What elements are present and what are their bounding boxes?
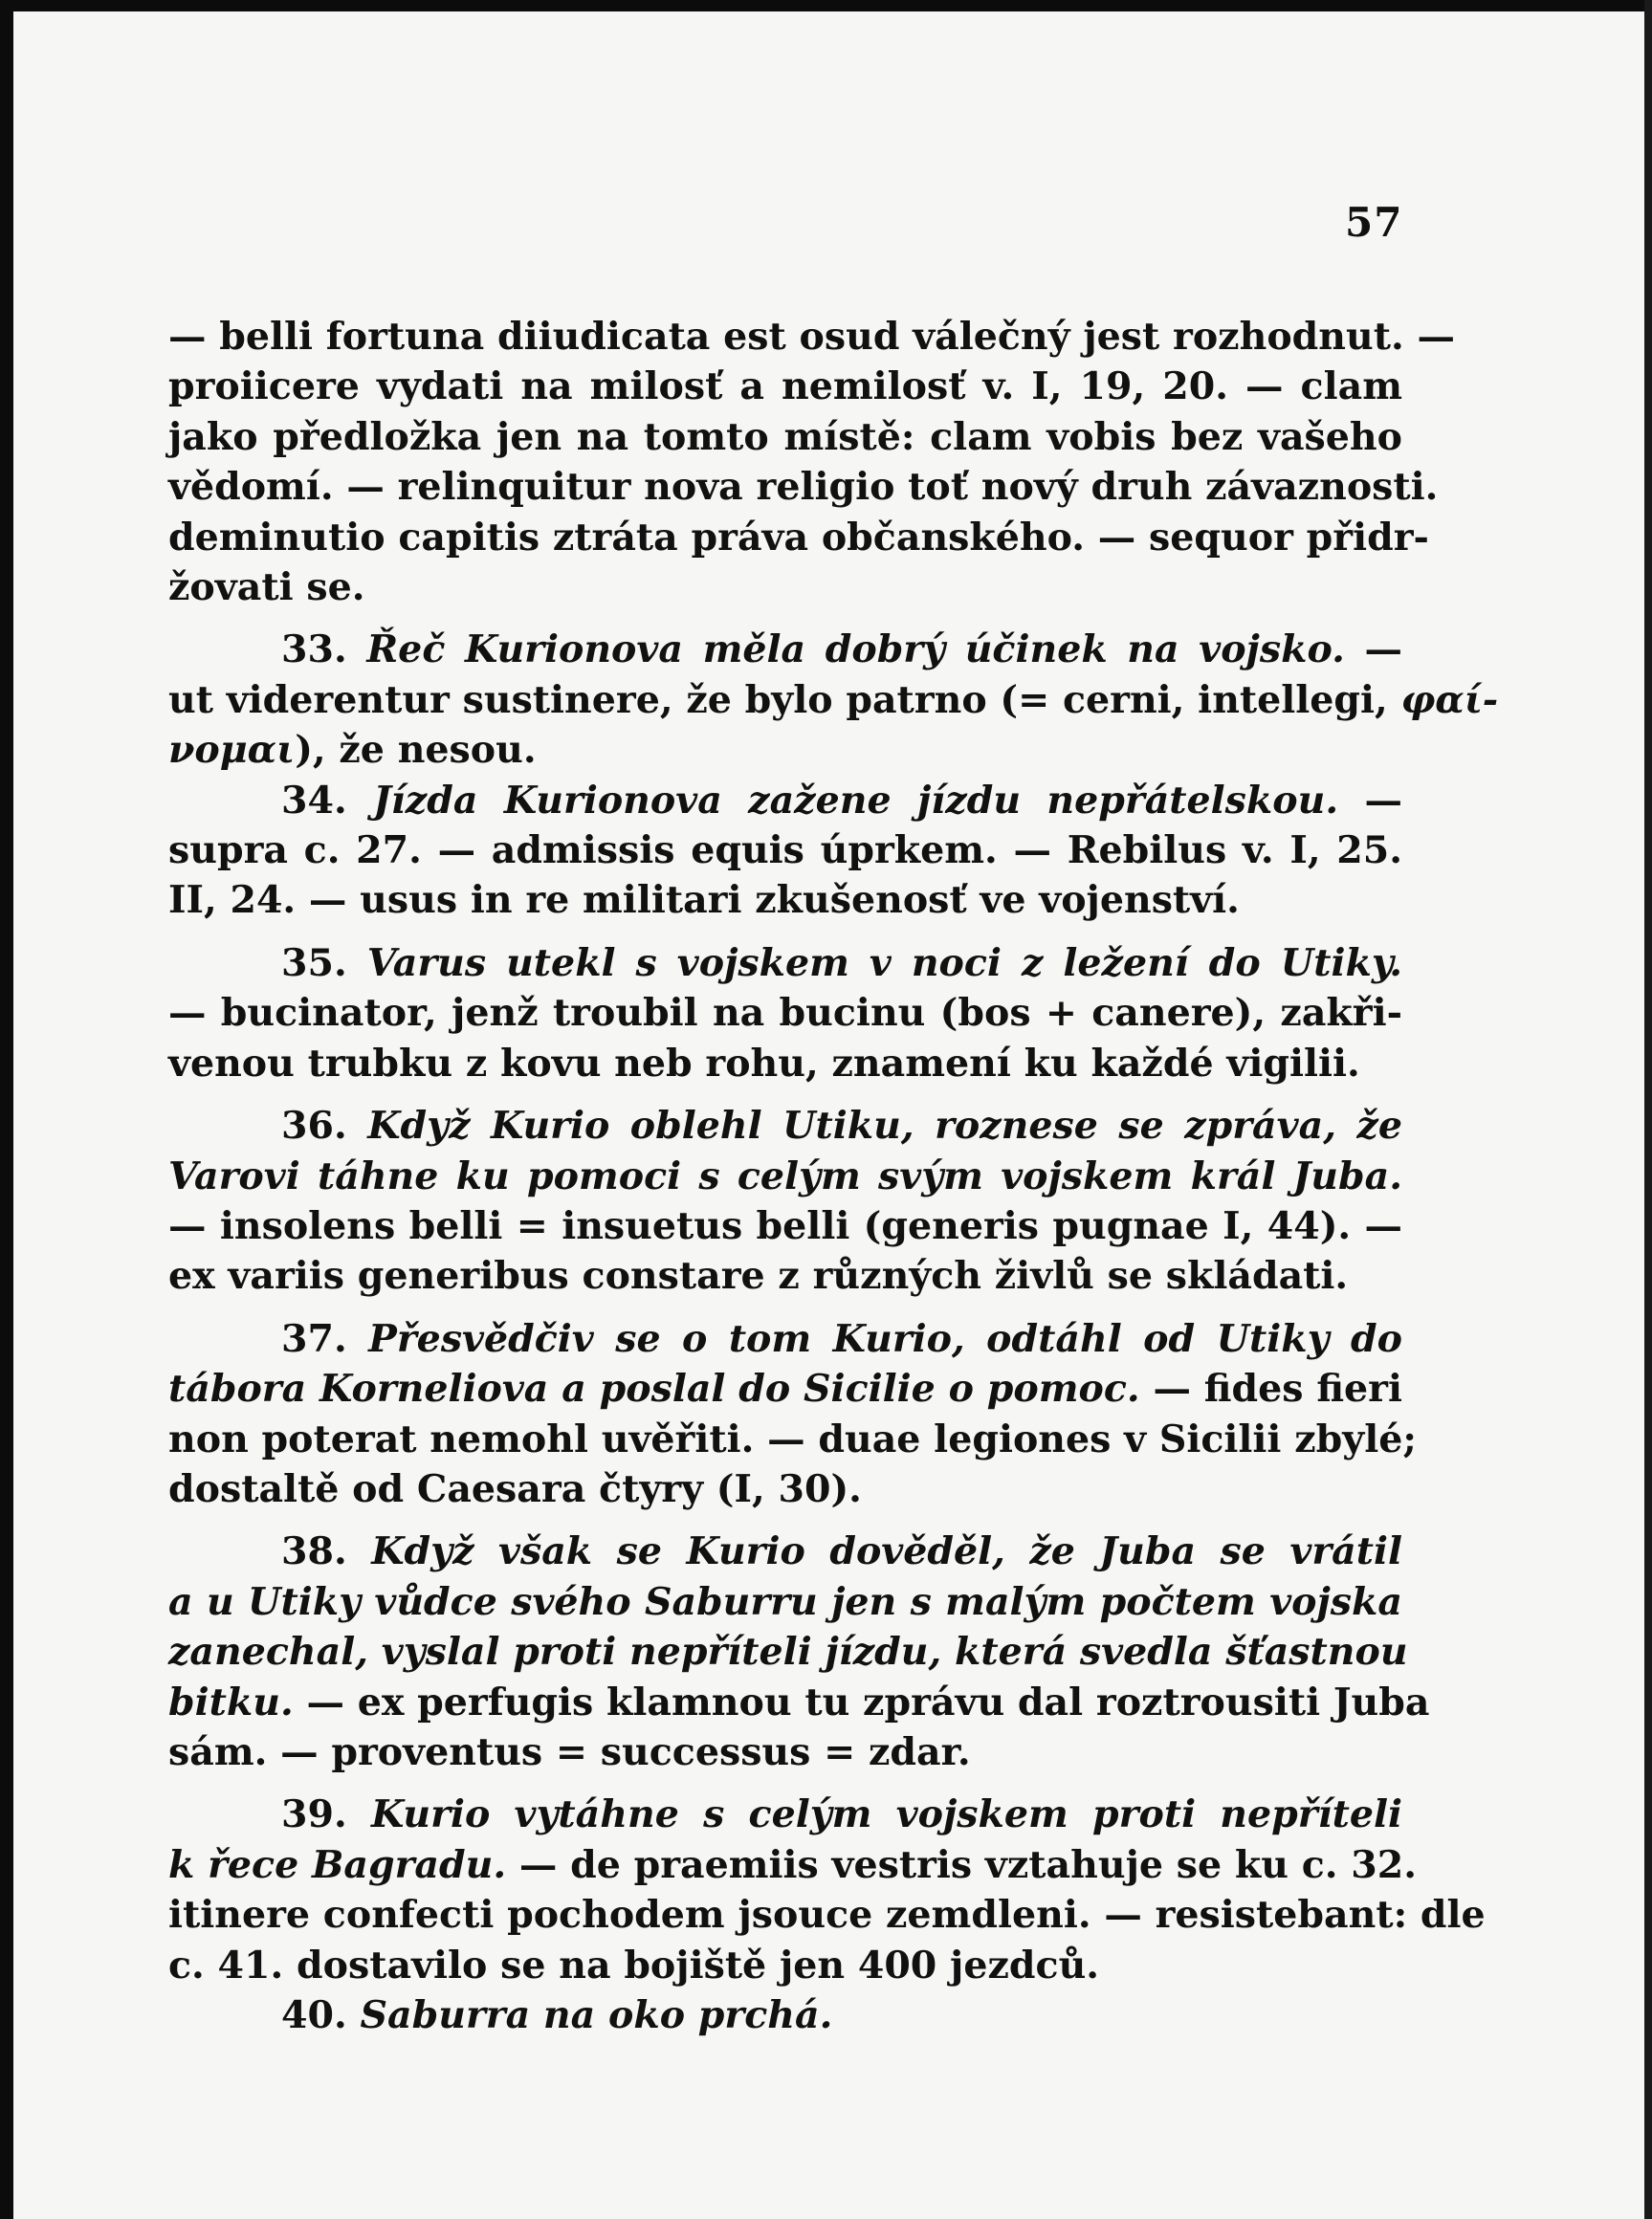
text-line: ut viderentur sustinere, že bylo patrno (= cerni, intellegi, φαί- [168,677,1499,722]
text-line: — bucinator, jenž troubil na bucinu (bos + canere), zakři- [168,991,1402,1036]
section-36-heading: 36. Když Kurio oblehl Utiku, roznese se zpráva, že [281,1104,1402,1149]
section-39-heading: 39. Kurio vytáhne s celým vojskem proti nepříteli [281,1792,1402,1837]
text-line: II, 24. — usus in re militari zkušenosť ve vojenství. [168,878,1240,923]
scan-border-left [0,0,13,2219]
text-line: non poterat nemohl uvěřiti. — duae legiones v Sicilii zbylé; [168,1417,1417,1461]
text-line: dostaltě od Caesara čtyry (I, 30). [168,1466,862,1511]
section-34-heading: 34. Jízda Kurionova zažene jízdu nepřátelskou. — [281,778,1402,823]
text-line: Varovi táhne ku pomoci s celým svým vojskem král Juba. [168,1153,1402,1198]
text-line: bitku. — ex perfugis klamnou tu zprávu dal roztrousiti Juba [168,1680,1430,1725]
text-line: a u Utiky vůdce svého Saburru jen s malým počtem vojska [168,1579,1402,1624]
text-line: c. 41. dostavilo se na bojiště jen 400 jezdců. [168,1943,1100,1988]
section-38-heading: 38. Když však se Kurio dověděl, že Juba se vrátil [281,1529,1402,1574]
text-line: k řece Bagradu. — de praemiis vestris vztahuje se ku c. 32. [168,1842,1417,1887]
text-line: jako předložka jen na tomto místě: clam vobis bez vašeho [168,414,1402,459]
scan-border-right [1644,0,1652,2219]
commentary-text [168,312,1499,2040]
text-line: — insolens belli = insuetus belli (generis pugnae I, 44). — [168,1203,1402,1248]
scan-border-top [0,0,1652,11]
section-33-heading: 33. Řeč Kurionova měla dobrý účinek na vojsko. — [281,627,1402,672]
text-line: deminutio capitis ztráta práva občanského. — sequor přidr- [168,515,1429,560]
section-35-heading: 35. Varus utekl s vojskem v noci z ležení do Utiky. [281,940,1402,985]
text-line: — belli fortuna diiudicata est osud válečný jest rozhodnut. — [168,315,1455,359]
text-line: itinere confecti pochodem jsouce zemdleni. — resistebant: dle [168,1893,1486,1938]
text-line: vědomí. — relinquitur nova religio toť nový druh závaznosti. [168,465,1439,510]
text-line: νομαι), že nesou. [168,728,537,773]
text-line: žovati se. [168,565,365,610]
text-line: supra c. 27. — admissis equis úprkem. — Rebilus v. I, 25. [168,828,1402,873]
text-line: ex variis generibus constare z různých živlů se skládati. [168,1254,1349,1299]
page-number: 57 [1345,199,1403,246]
text-line: tábora Korneliova a poslal do Sicilie o pomoc. — fides fieri [168,1367,1402,1412]
section-40-heading: 40. Saburra na oko prchá. [281,1993,833,2037]
text-line: zanechal, vyslal proti nepříteli jízdu, která svedla šťastnou [168,1630,1408,1675]
text-line: venou trubku z kovu neb rohu, znamení ku každé vigilii. [168,1041,1360,1086]
text-line: proiicere vydati na milosť a nemilosť v. I, 19, 20. — clam [168,364,1402,409]
text-line: sám. — proventus = successus = zdar. [168,1729,971,1774]
section-37-heading: 37. Přesvědčiv se o tom Kurio, odtáhl od Utiky do [281,1316,1402,1361]
